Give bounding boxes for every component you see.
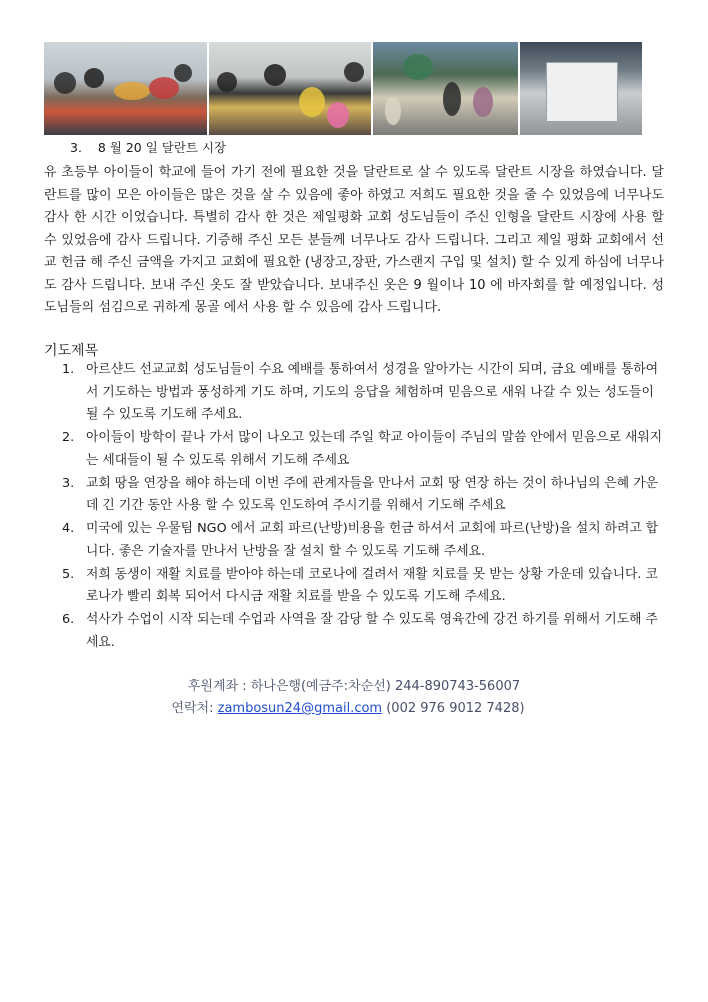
prayer-item [62,609,666,654]
section-title: 8 월 20 일 달란트 시장 [97,140,227,155]
prayer-item-number: 5. [62,566,75,582]
prayer-item-number: 6. [62,612,75,627]
prayer-item-text: 저희 동생이 재활 치료를 받아야 하는데 코로나에 걸려서 재활 치료를 못 받는 상황 가운데 있습니다. 코로나가 빨리 회복 되어서 다시금 재활 치료를 받을 수 있도록 기도해 주세요. [86,566,658,604]
prayer-item-number: 3. [62,475,75,491]
prayer-item-text: 교회 땅을 연장을 해야 하는데 이번 주에 관계자들을 만나서 교회 땅 연장 하는 것이 하나님의 은혜 가운데 긴 기간 동안 사용 할 수 있도록 인도하여 주시기를 위해서 기도해 주세요 [86,475,658,513]
photo-strip [44,42,642,135]
prayer-item-number: 1. [62,362,75,377]
prayer-item [62,427,666,472]
prayer-item-text: 석사가 수업이 시작 되는데 수업과 사역을 잘 감당 할 수 있도록 영육간에 강건 하기를 위해서 기도해 주세요. [86,612,658,650]
prayer-list [62,359,666,655]
email-link[interactable]: zambosun24@gmail.com [217,701,383,716]
freezer-appliance [546,62,618,122]
section-paragraph: 유 초등부 아이들이 학교에 들어 가기 전에 필요한 것을 달란트로 살 수 있도록 달란트 시장을 하였습니다. 달란트를 많이 모은 아이들은 많은 것을 살 수 있음에 좋아 하였고 저희도 필요한 것을 줄 수 있었음에 너무나도 감사 한 시간 이었습니다. 특별히 감사 한 것은 제일평화 교회 성도님들이 주신 인형을 달란트 시장에 사용 할 수 있었음에 감사 드립니다. 기증해 주신 모든 분들께 너무나도 감사 드립니다. 그리고 제일 평화 교회에서 선교 헌금 해 주신 금액을 가지고 교회에 필요한 (냉장고,장판, 가스랜지 구입 및 설치) 할 수 있게 하심에 너무나도 감사 드립니다. 보내 주신 옷도 잘 받았습니다. 보내주신 옷은 9 월이나 10 에 바자회를 할 예정입니다. 성도님들의 섬김으로 귀하게 몽골 에서 사용 할 수 있음에 감사 드립니다. [44,165,664,315]
contact-label: 연락처: [171,701,218,716]
contact-info [0,697,702,716]
prayer-item-number: 2. [62,430,75,445]
section-heading [70,138,226,156]
market-photo-2 [209,42,372,135]
phone-number: (002 976 9012 7428) [382,701,525,716]
prayer-item-text: 아르샨드 선교교회 성도님들이 수요 예배를 통하여서 성경을 알아가는 시간이 되며, 금요 예배를 통하여서 기도하는 방법과 풍성하게 기도 하며, 기도의 응답을 체험하며 믿음으로 새워 나갈 수 있는 성도들이 될 수 있도록 기도해 주세요. [86,362,659,422]
account-info: 후원계좌 : 하나은행(예금주:차순선) 244-890743-56007 [187,679,521,694]
prayer-item [62,518,666,563]
market-photo-3 [373,42,518,135]
appliance-photo [520,42,642,135]
prayer-item-text: 아이들이 방학이 끝나 가서 많이 나오고 있는데 주일 학교 아이들이 주님의 말씀 안에서 믿음으로 새워지는 세대들이 될 수 있도록 위해서 기도해 주세요 [86,430,663,468]
prayer-title: 기도제목 [44,343,99,359]
prayer-item-number: 4. [62,521,75,536]
prayer-item [62,564,666,609]
prayer-item [62,359,666,427]
section-number: 3. [70,140,82,155]
prayer-item [62,473,666,518]
prayer-item-text: 미국에 있는 우물팀 NGO 에서 교회 파르(난방)비용을 헌금 하셔서 교회에 파르(난방)을 설치 하려고 합니다. 좋은 기술자를 만나서 난방을 잘 설치 할 수 있도록 기도해 주세요. [86,521,659,559]
market-photo-1 [44,42,207,135]
